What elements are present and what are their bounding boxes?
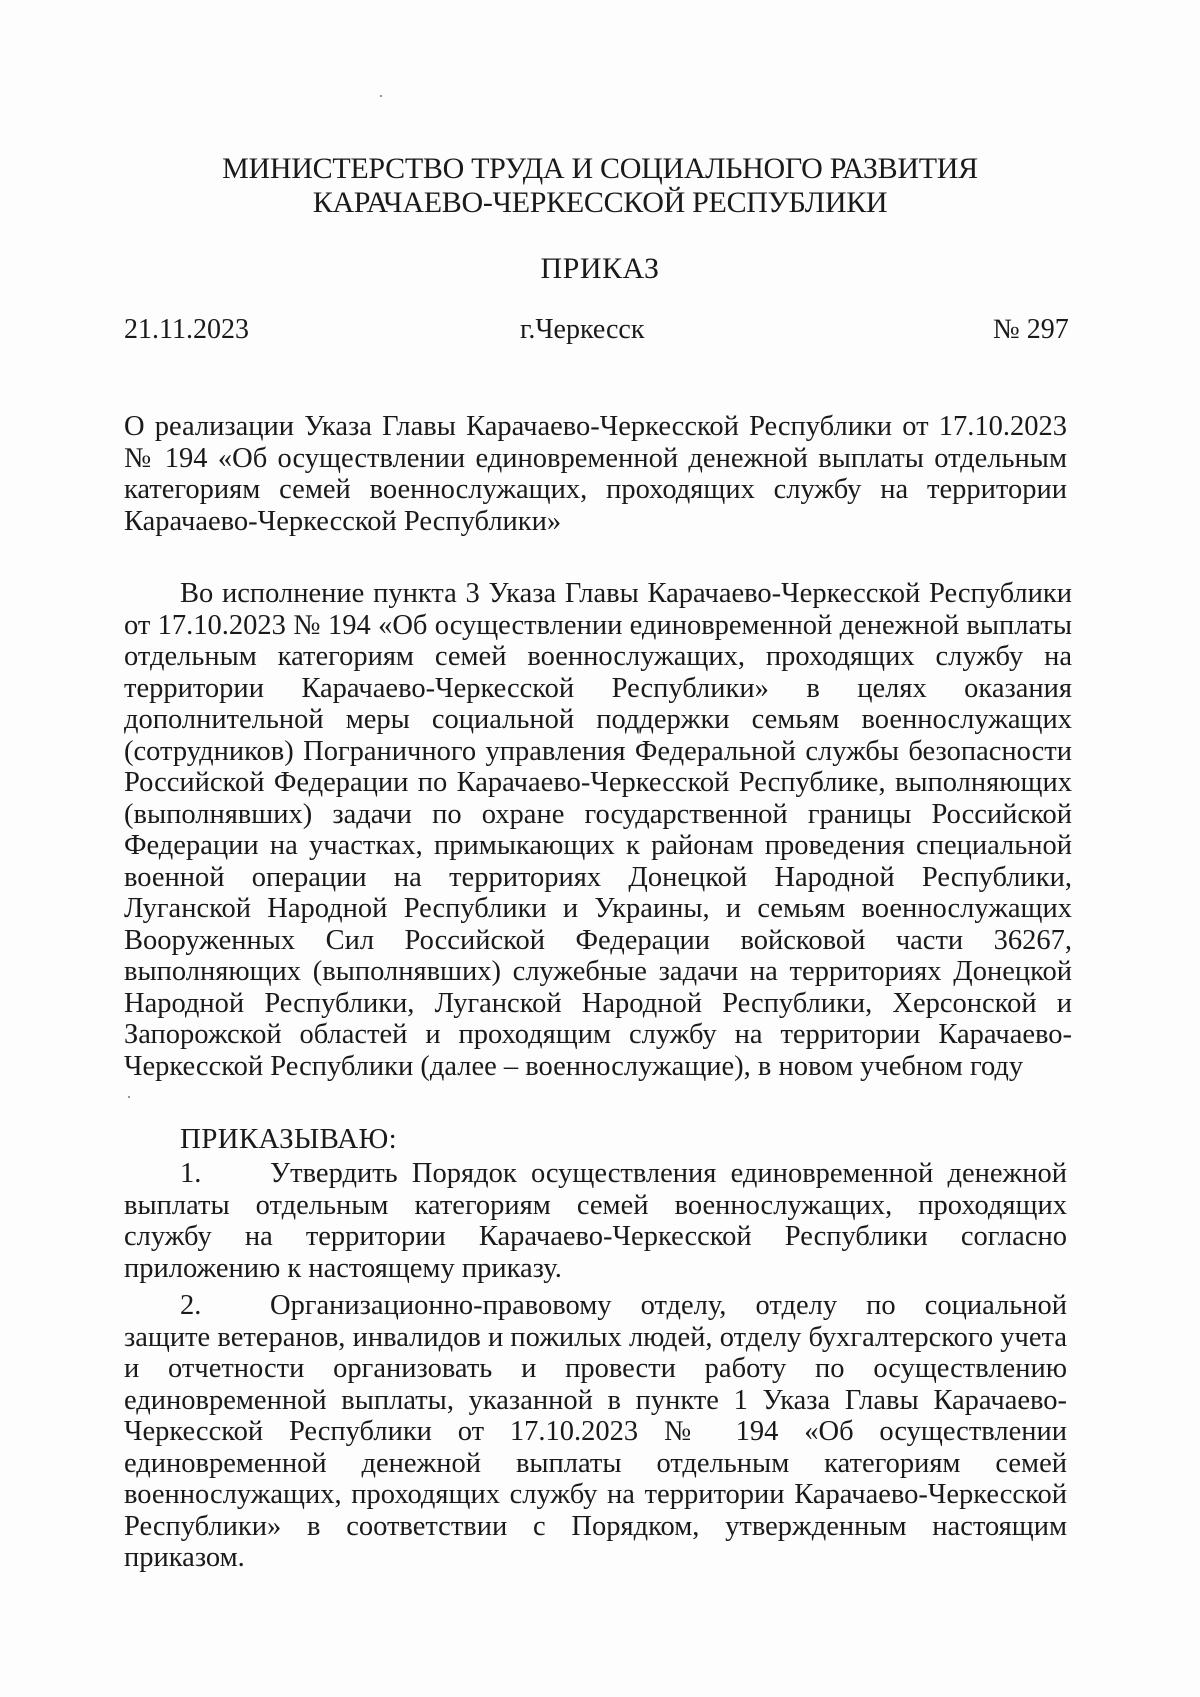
document-date: 21.11.2023: [124, 314, 249, 345]
scan-speck: [128, 1096, 130, 1098]
order-preamble: Во исполнение пункта 3 Указа Главы Карачаево-Черкесской Республики от 17.10.2023 № 194 «Об осуществлении единовременной денежной выплаты отдельным категориям семей военнослужащих, проходящих службу на территории Карачаево-Черкесской Республики» в целях оказания дополнительной меры социальной поддержки семьям военнослужащих (сотрудников) Пограничного управления Федеральной службы безопасности Российской Федерации по Карачаево-Черкесской Республике, выполняющих (выполнявших) задачи по охране государственной границы Российской Федерации на участках, примыкающих к районам проведения специальной военной операции на территориях Донецкой Народной Республики, Луганской Народной Республики и Украины, и семьям военнослужащих Вооруженных Сил Российской Федерации войсковой части 36267, выполняющих (выполнявших) служебные задачи на территориях Донецкой Народной Республики, Луганской Народной Республики, Херсонской и Запорожской областей и проходящим службу на территории Карачаево-Черкесской Республики (далее – военнослужащие), в новом учебном году: [124, 578, 1072, 1082]
order-item: [124, 1158, 1067, 1284]
order-item-number: 2.: [180, 1290, 202, 1321]
order-subject: О реализации Указа Главы Карачаево-Черкесской Республики от 17.10.2023 № 194 «Об осуществлении единовременной денежной выплаты отдельным категориям семей военнослужащих, проходящих службу на территории Карачаево-Черкесской Республики»: [124, 411, 1067, 537]
ministry-heading: [200, 152, 1000, 220]
order-item: [124, 1290, 1067, 1574]
document-city: г.Черкесск: [520, 314, 645, 345]
document-type-title: ПРИКАЗ: [540, 252, 660, 285]
order-directive-word: ПРИКАЗЫВАЮ:: [180, 1123, 398, 1155]
order-item-number: 1.: [180, 1158, 202, 1189]
order-item-text: Утвердить Порядок осуществления единовременной денежной выплаты отдельным категориям семей военнослужащих, проходящих службу на территории Карачаево-Черкесской Республики согласно приложению к настоящему приказу.: [124, 1158, 1067, 1284]
scan-speck: [380, 95, 382, 97]
order-item-text: Организационно-правовому отделу, отделу по социальной защите ветеранов, инвалидов и пожилых людей, отделу бухгалтерского учета и отчетности организовать и провести работу по осуществлению единовременной выплаты, указанной в пункте 1 Указа Главы Карачаево-Черкесской Республики от 17.10.2023 № 194 «Об осуществлении единовременной денежной выплаты отдельным категориям семей военнослужащих, проходящих службу на территории Карачаево-Черкесской Республики» в соответствии с Порядком, утвержденным настоящим приказом.: [124, 1290, 1067, 1573]
document-number: № 297: [993, 314, 1069, 345]
ministry-name-line-2: КАРАЧАЕВО-ЧЕРКЕССКОЙ РЕСПУБЛИКИ: [312, 186, 888, 219]
ministry-name-line-1: МИНИСТЕРСТВО ТРУДА И СОЦИАЛЬНОГО РАЗВИТИЯ: [222, 152, 978, 185]
